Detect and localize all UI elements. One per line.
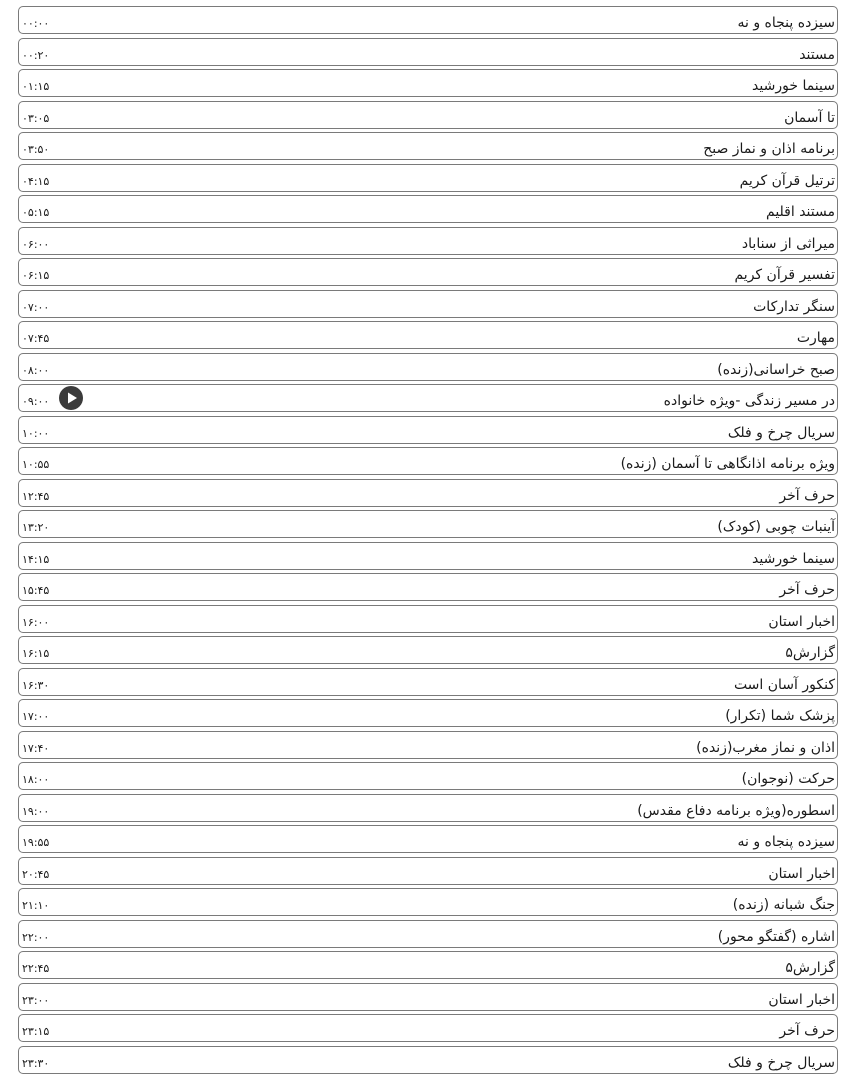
program-time: ۱۹:۵۵ — [22, 836, 50, 849]
program-title: حرف آخر — [779, 1023, 835, 1039]
schedule-row-4[interactable] — [18, 132, 838, 160]
play-button[interactable] — [59, 386, 83, 410]
program-time: ۰۰:۲۰ — [22, 48, 50, 62]
schedule-row-1[interactable] — [18, 38, 838, 66]
program-time: ۲۳:۳۰ — [22, 1056, 50, 1070]
program-time: ۱۶:۱۵ — [22, 647, 50, 660]
program-title: گزارش۵ — [785, 960, 835, 976]
schedule-row-2[interactable] — [18, 69, 838, 97]
schedule-row-19[interactable] — [18, 605, 838, 633]
schedule-row-16[interactable] — [18, 510, 838, 538]
schedule-row-15[interactable] — [18, 479, 838, 507]
schedule-row-7[interactable] — [18, 227, 838, 255]
program-title: اخبار استان — [768, 991, 835, 1008]
program-title: برنامه اذان و نماز صبح — [703, 141, 835, 157]
program-title: تفسیر قرآن کریم — [734, 267, 835, 283]
program-title: گزارش۵ — [785, 645, 835, 661]
program-title: اشاره (گفتگو محور) — [717, 928, 835, 945]
schedule-row-24[interactable] — [18, 762, 838, 790]
program-time: ۰۶:۱۵ — [22, 269, 50, 282]
schedule-row-11[interactable] — [18, 353, 838, 381]
program-time: ۱۰:۰۰ — [22, 426, 50, 440]
schedule-row-3[interactable] — [18, 101, 838, 129]
program-time: ۲۲:۰۰ — [22, 930, 50, 944]
program-title: کنکور آسان است — [733, 676, 835, 693]
schedule-row-22[interactable] — [18, 699, 838, 727]
program-title: جنگ شبانه (زنده) — [732, 897, 835, 913]
schedule-row-32[interactable] — [18, 1014, 838, 1042]
program-title: مهارت — [796, 330, 835, 346]
program-title: میراثی از سناباد — [741, 235, 835, 252]
schedule-row-28[interactable] — [18, 888, 838, 916]
schedule-row-20[interactable] — [18, 636, 838, 664]
schedule-row-29[interactable] — [18, 920, 838, 948]
program-time: ۱۴:۱۵ — [22, 552, 50, 566]
program-time: ۲۳:۱۵ — [22, 1025, 50, 1038]
schedule-row-23[interactable] — [18, 731, 838, 759]
program-title: صبح خراسانی(زنده) — [717, 361, 835, 378]
program-time: ۰۷:۰۰ — [22, 300, 50, 314]
schedule-row-0[interactable] — [18, 6, 838, 34]
program-time: ۰۷:۴۵ — [22, 332, 50, 345]
program-title: آینبات چوبی (کودک) — [717, 519, 835, 535]
schedule-row-13[interactable] — [18, 416, 838, 444]
program-time: ۱۰:۵۵ — [22, 458, 50, 471]
schedule-row-12[interactable] — [18, 384, 838, 412]
program-time: ۰۳:۰۵ — [22, 111, 50, 125]
program-time: ۰۹:۰۰ — [22, 395, 50, 408]
program-title: تا آسمان — [784, 109, 835, 126]
program-title: مستند اقلیم — [766, 204, 835, 220]
schedule-row-17[interactable] — [18, 542, 838, 570]
program-time: ۰۵:۱۵ — [22, 206, 50, 219]
schedule-row-31[interactable] — [18, 983, 838, 1011]
schedule-row-8[interactable] — [18, 258, 838, 286]
program-time: ۰۰:۰۰ — [22, 17, 50, 30]
program-time: ۰۶:۰۰ — [22, 237, 50, 251]
schedule-row-14[interactable] — [18, 447, 838, 475]
program-title: مستند — [799, 46, 835, 63]
program-time: ۰۸:۰۰ — [22, 363, 50, 377]
program-time: ۱۷:۴۰ — [22, 741, 50, 755]
program-title: سنگر تدارکات — [753, 298, 835, 315]
program-time: ۱۶:۰۰ — [22, 615, 50, 629]
program-time: ۲۰:۴۵ — [22, 867, 50, 881]
program-title: اسطوره(ویژه برنامه دفاع مقدس) — [637, 802, 835, 819]
schedule-row-5[interactable] — [18, 164, 838, 192]
program-time: ۱۲:۴۵ — [22, 489, 50, 503]
program-time: ۲۲:۴۵ — [22, 962, 50, 975]
program-title: حرکت (نوجوان) — [741, 771, 835, 787]
program-title: ویژه برنامه اذانگاهی تا آسمان (زنده) — [620, 456, 835, 472]
program-title: در مسیر زندگی -ویژه خانواده — [663, 393, 835, 409]
schedule-row-27[interactable] — [18, 857, 838, 885]
schedule-row-33[interactable] — [18, 1046, 838, 1074]
program-title: سریال چرخ و فلک — [727, 424, 835, 441]
program-time: ۱۹:۰۰ — [22, 804, 50, 818]
program-title: اخبار استان — [768, 865, 835, 882]
program-title: سریال چرخ و فلک — [727, 1054, 835, 1071]
program-title: اذان و نماز مغرب(زنده) — [696, 739, 835, 756]
schedule-row-18[interactable] — [18, 573, 838, 601]
program-time: ۰۳:۵۰ — [22, 143, 50, 156]
program-time: ۱۵:۴۵ — [22, 584, 50, 597]
schedule-row-10[interactable] — [18, 321, 838, 349]
program-title: حرف آخر — [779, 487, 835, 504]
schedule-row-30[interactable] — [18, 951, 838, 979]
schedule-row-26[interactable] — [18, 825, 838, 853]
schedule-row-9[interactable] — [18, 290, 838, 318]
program-time: ۲۳:۰۰ — [22, 993, 50, 1007]
program-title: سینما خورشید — [752, 550, 835, 567]
program-title: حرف آخر — [779, 582, 835, 598]
program-time: ۲۱:۱۰ — [22, 899, 50, 912]
play-icon — [59, 386, 83, 410]
program-title: پزشک شما (تکرار) — [725, 708, 835, 724]
program-time: ۱۸:۰۰ — [22, 773, 50, 786]
program-time: ۱۷:۰۰ — [22, 710, 50, 723]
program-time: ۱۳:۲۰ — [22, 521, 50, 534]
schedule-row-25[interactable] — [18, 794, 838, 822]
program-time: ۰۱:۱۵ — [22, 80, 50, 93]
program-title: اخبار استان — [768, 613, 835, 630]
program-title: سینما خورشید — [752, 78, 835, 94]
program-time: ۰۴:۱۵ — [22, 174, 50, 188]
program-title: ترتیل قرآن کریم — [739, 172, 835, 189]
schedule-row-21[interactable] — [18, 668, 838, 696]
program-title: سیزده پنجاه و نه — [737, 834, 835, 850]
program-title: سیزده پنجاه و نه — [737, 15, 835, 31]
program-time: ۱۶:۳۰ — [22, 678, 50, 692]
schedule-row-6[interactable] — [18, 195, 838, 223]
